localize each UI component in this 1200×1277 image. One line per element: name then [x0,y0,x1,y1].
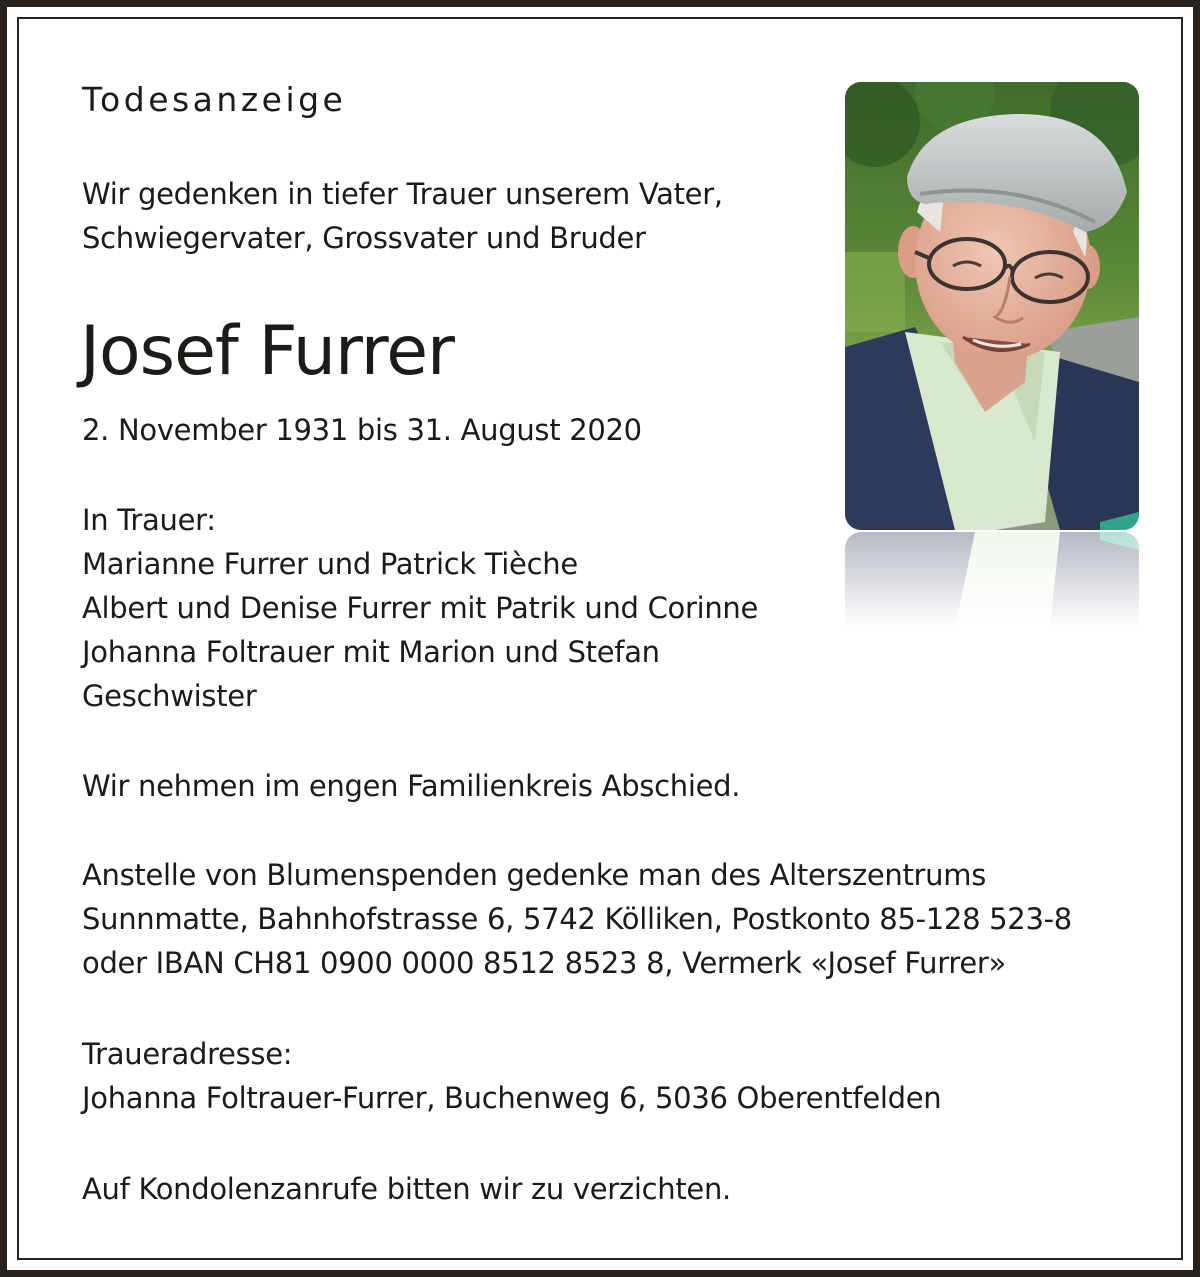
farewell-text: Wir nehmen im engen Familienkreis Abschied. [82,769,741,803]
mourner-entry: Marianne Furrer und Patrick Tièche [82,547,578,581]
mourners-label: In Trauer: [82,503,216,537]
intro-line: Wir gedenken in tiefer Trauer unserem Vater, [82,177,723,211]
donation-text [82,853,1072,985]
life-dates: 2. November 1931 bis 31. August 2020 [82,413,642,447]
portrait-reflection [845,532,1139,627]
donation-line: Sunnmatte, Bahnhofstrasse 6, 5742 Kölliken, Postkonto 85-128 523-8 [82,902,1072,936]
address-text: Johanna Foltrauer-Furrer, Buchenweg 6, 5036 Oberentfelden [82,1081,942,1115]
mourning-address [82,1032,941,1120]
portrait-photo [845,82,1139,530]
closing-text: Auf Kondolenzanrufe bitten wir zu verzichten. [82,1172,731,1206]
intro-text [82,172,723,260]
mourners-block [82,498,758,718]
mourner-entry: Geschwister [82,679,257,713]
address-label: Traueradresse: [82,1037,293,1071]
donation-line: Anstelle von Blumenspenden gedenke man des Alterszentrums [82,858,987,892]
mourner-entry: Johanna Foltrauer mit Marion und Stefan [82,635,660,669]
intro-line: Schwiegervater, Grossvater und Bruder [82,221,646,255]
mourner-entry: Albert und Denise Furrer mit Patrik und Corinne [82,591,759,625]
deceased-name: Josef Furrer [80,312,454,391]
donation-line: oder IBAN CH81 0900 0000 8512 8523 8, Vermerk «Josef Furrer» [82,946,1006,980]
notice-heading: Todesanzeige [82,80,347,119]
